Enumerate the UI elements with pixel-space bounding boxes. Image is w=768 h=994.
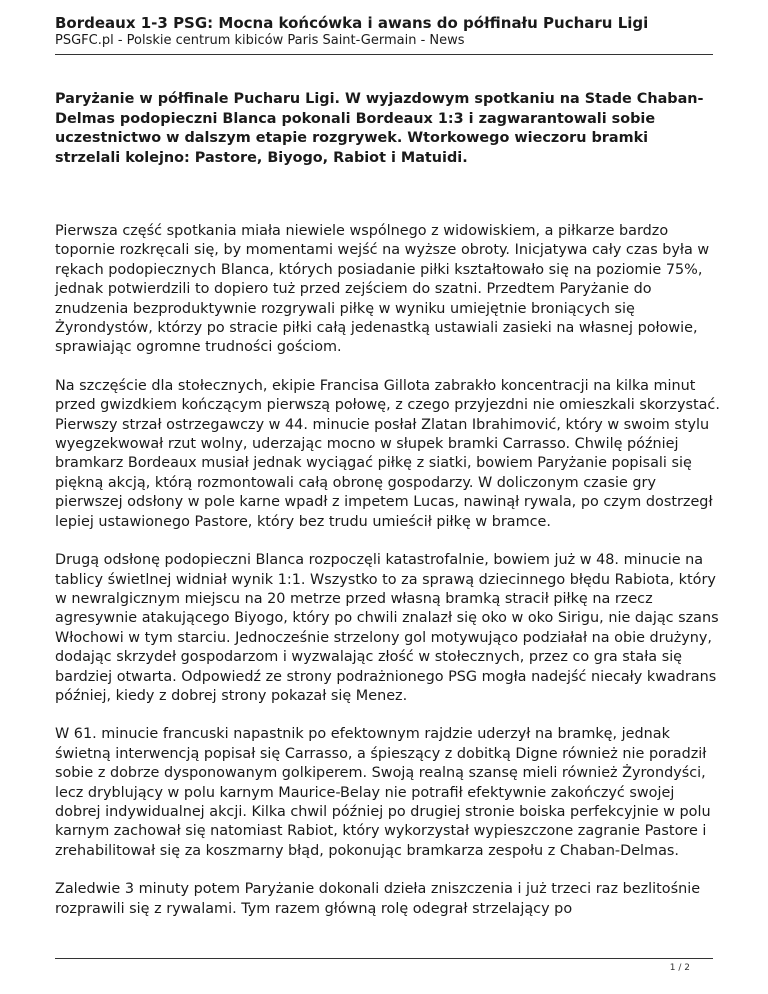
paragraph-4: W 61. minucie francuski napastnik po efektownym rajdzie uderzył na bramkę, jednak świetną interwencją popisał się Carrasso, a śpieszący z dobitką Digne również nie poradził sobie z dobrze dysponowanym golkiperem. Swoją realną szansę mieli również Żyrondyści, lecz dryblujący w polu karnym Maurice-Belay nie potrafił efektywnie zakończyć swojej dobrej indywidualnej akcji. Kilka chwil później po drugiej stronie boiska perfekcyjnie w polu karnym zachował się natomiast Rabiot, który wykorzystał wypieszczone zagranie Pastore i zrehabilitował się za koszmarny błąd, pokonując bramkarza zespołu z Chaban-Delmas. bbox=[55, 726, 711, 859]
header-divider bbox=[55, 54, 713, 55]
site-subtitle: PSGFC.pl - Polskie centrum kibiców Paris Saint-Germain - News bbox=[55, 33, 465, 48]
page-header bbox=[55, 14, 715, 49]
paragraph-5: Zaledwie 3 minuty potem Paryżanie dokonali dzieła zniszczenia i już trzeci raz bezlitośnie rozprawili się z rywalami. Tym razem główną rolę odegrał strzelający po bbox=[55, 881, 701, 917]
page-number: 1 / 2 bbox=[669, 963, 690, 973]
article-title: Bordeaux 1-3 PSG: Mocna końcówka i awans do półfinału Pucharu Ligi bbox=[55, 14, 649, 32]
paragraph-3: Drugą odsłonę podopieczni Blanca rozpoczęli katastrofalnie, bowiem już w 48. minucie na tablicy świetlnej widniał wynik 1:1. Wszystko to za sprawą dziecinnego błędu Rabiota, który w newralgicznym miejscu na 20 metrze przed własną bramką stracił piłkę na rzecz agresywnie atakującego Biyogo, który po chwili znalazł się oko w oko Sirigu, nie dając szans Włochowi w tym starciu. Jednocześnie strzelony gol motywująco podziałał na obie drużyny, dodając skrzydeł gospodarzom i wyzwalając złość w stołecznych, przez co gra stała się bardziej otwarta. Odpowiedź ze strony podrażnionego PSG mogła nadejść niecały kwadrans później, kiedy z dobrej strony pokazał się Menez. bbox=[55, 552, 719, 704]
article-lead: Paryżanie w półfinale Pucharu Ligi. W wyjazdowym spotkaniu na Stade Chaban-Delmas podopieczni Blanca pokonali Bordeaux 1:3 i zagwarantowali sobie uczestnictwo w dalszym etapie rozgrywek. Wtorkowego wieczoru bramki strzelali kolejno: Pastore, Biyogo, Rabiot i Matuidi. bbox=[55, 91, 704, 166]
footer-divider bbox=[55, 958, 713, 959]
article-body bbox=[55, 222, 720, 938]
paragraph-2: Na szczęście dla stołecznych, ekipie Francisa Gillota zabrakło koncentracji na kilka minut przed gwizdkiem kończącym pierwszą połowę, z czego przyjezdni nie omieszkali skorzystać. Pierwszy strzał ostrzegawczy w 44. minucie posłał Zlatan Ibrahimović, który w swoim stylu wyegzekwował rzut wolny, uderzając mocno w słupek bramki Carrasso. Chwilę później bramkarz Bordeaux musiał jednak wyciągać piłkę z siatki, bowiem Paryżanie popisali się piękną akcją, którą rozmontowali całą obronę gospodarzy. W doliczonym czasie gry pierwszej odsłony w pole karne wpadł z impetem Lucas, nawinął rywala, po czym dostrzegł lepiej ustawionego Pastore, który bez trudu umieścił piłkę w bramce. bbox=[55, 377, 720, 530]
paragraph-1: Pierwsza część spotkania miała niewiele wspólnego z widowiskiem, a piłkarze bardzo topornie rozkręcali się, by momentami wejść na wyższe obroty. Inicjatywa cały czas była w rękach podopiecznych Blanca, których posiadanie piłki kształtowało się na poziomie 75%, jednak potwierdzili to dopiero tuż przed zejściem do szatni. Przedtem Paryżanie do znudzenia bezproduktywnie rozgrywali piłkę w wyniku umiejętnie broniących się Żyrondystów, którzy po stracie piłki całą jedenastką ustawiali zasieki na własnej połowie, sprawiając ogromne trudności gościom. bbox=[55, 223, 710, 356]
